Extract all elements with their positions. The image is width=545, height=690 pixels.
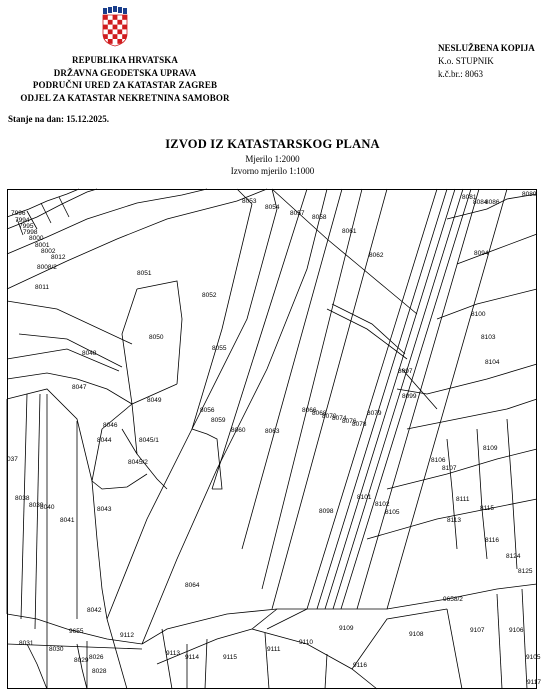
parcel-label: 8064 bbox=[185, 582, 200, 589]
parcel-label: 8026 bbox=[89, 654, 104, 661]
parcel-label: 9117 bbox=[527, 679, 541, 686]
parcel-label: 8040 bbox=[40, 504, 55, 511]
parcel-label: 8070 bbox=[322, 413, 337, 420]
parcel-label: 8116 bbox=[485, 537, 499, 544]
parcel-label: 8086 bbox=[485, 199, 500, 206]
coat-of-arms-icon bbox=[100, 6, 130, 46]
parcel-label: 8081 bbox=[462, 194, 477, 201]
parcel-label: 9114 bbox=[185, 654, 199, 661]
parcel-label: 9109 bbox=[339, 625, 354, 632]
parcel-label: 8052 bbox=[202, 292, 217, 299]
parcel-label: 037 bbox=[7, 456, 18, 463]
state-date: Stanje na dan: 15.12.2025. bbox=[8, 114, 110, 124]
parcel-label: 9112 bbox=[120, 632, 134, 639]
parcel-label: 8097 bbox=[398, 368, 413, 375]
parcel-label: 8041 bbox=[60, 517, 75, 524]
parcel-label: 8107 bbox=[442, 465, 457, 472]
parcel-label: 8062 bbox=[369, 252, 384, 259]
parcel-label: 8047 bbox=[72, 384, 87, 391]
parcel-label: 8099 bbox=[402, 393, 417, 400]
parcel-label: 8063 bbox=[265, 428, 280, 435]
parcel-label: 8050 bbox=[149, 334, 164, 341]
parcel-label: 8113 bbox=[447, 517, 461, 524]
parcel-label: 8102 bbox=[375, 501, 390, 508]
parcel-label: 8048 bbox=[82, 350, 97, 357]
parcel-label: 8056 bbox=[200, 407, 215, 414]
cadastral-municipality: K.o. STUPNIK bbox=[438, 56, 494, 66]
parcel-label: 8059 bbox=[211, 417, 226, 424]
parcel-label: 8124 bbox=[506, 553, 521, 560]
parcel-label: 8109 bbox=[483, 445, 498, 452]
header-line-office: PODRUČNI URED ZA KATASTAR ZAGREB bbox=[32, 80, 218, 90]
parcel-label: 8030 bbox=[49, 646, 64, 653]
parcel-label: 7995 bbox=[19, 223, 34, 230]
parcel-label: 8084 bbox=[473, 199, 488, 206]
parcel-label: 8060 bbox=[231, 427, 246, 434]
parcel-label: 9108 bbox=[409, 631, 424, 638]
parcel-label: 7998 bbox=[23, 229, 38, 236]
parcel-label: 7996 bbox=[11, 210, 26, 217]
parcel-label: 8008/2 bbox=[37, 264, 57, 271]
document-info bbox=[438, 42, 535, 81]
parcel-label: 8061 bbox=[342, 228, 357, 235]
parcel-label: 8125 bbox=[518, 568, 533, 575]
header-line-department: ODJEL ZA KATASTAR NEKRETNINA SAMOBOR bbox=[20, 92, 230, 103]
parcel-label: 8042 bbox=[87, 607, 102, 614]
header-line-agency: DRŽAVNA GEODETSKA UPRAVA bbox=[53, 67, 197, 78]
parcel-label: 8001 bbox=[35, 242, 50, 249]
parcel-label: 8068 bbox=[312, 410, 327, 417]
copy-type: NESLUŽBENA KOPIJA bbox=[438, 43, 535, 53]
parcel-label: 9106 bbox=[509, 627, 524, 634]
parcel-label: 8106 bbox=[431, 457, 446, 464]
parcel-label: 8053 bbox=[242, 198, 257, 205]
parcel-label: 9105 bbox=[526, 654, 541, 661]
parcel-label: 8066 bbox=[302, 407, 317, 414]
parcel-label: 8054 bbox=[265, 204, 280, 211]
parcel-label: 8057 bbox=[290, 210, 305, 217]
map-scale: Mjerilo 1:2000 bbox=[245, 154, 300, 164]
parcel-label: 9107 bbox=[470, 627, 485, 634]
parcel-label: 8104 bbox=[485, 359, 500, 366]
parcel-label: 8094 bbox=[474, 250, 489, 257]
parcel-label: 8046 bbox=[103, 422, 118, 429]
parcel-label: 8101 bbox=[357, 494, 372, 501]
parcel-label: 8115 bbox=[480, 505, 494, 512]
parcel-label: 9111 bbox=[267, 646, 281, 653]
parcel-label: 9658/2 bbox=[443, 596, 463, 603]
parcel-label: 8078 bbox=[352, 421, 367, 428]
parcel-label: 8100 bbox=[471, 311, 486, 318]
parcel-label: 8089 bbox=[522, 191, 537, 198]
parcel-label: 9110 bbox=[299, 639, 313, 646]
parcel-label: 8111 bbox=[456, 496, 470, 503]
parcel-label: 8044 bbox=[97, 437, 112, 444]
document-title: IZVOD IZ KATASTARSKOG PLANA bbox=[165, 137, 380, 151]
parcel-label: 8000 bbox=[29, 235, 44, 242]
parcel-label: 8045/1 bbox=[139, 437, 159, 444]
parcel-label: 8002 bbox=[41, 248, 56, 255]
parcel-label: 8029 bbox=[74, 657, 89, 664]
parcel-label: 8098 bbox=[319, 508, 334, 515]
parcel-label: 9655 bbox=[69, 628, 84, 635]
cadastral-map bbox=[7, 189, 541, 689]
parcel-number: k.č.br.: 8063 bbox=[438, 69, 483, 79]
parcel-label: 8038 bbox=[15, 495, 30, 502]
parcel-label: 8011 bbox=[35, 284, 49, 291]
parcel-label: 8039 bbox=[29, 502, 44, 509]
parcel-label: 8049 bbox=[147, 397, 162, 404]
parcel-label: 9113 bbox=[166, 650, 180, 657]
parcel-label: 8028 bbox=[92, 668, 107, 675]
parcel-label: 8045/2 bbox=[128, 459, 148, 466]
parcel-label: 8079 bbox=[367, 410, 382, 417]
parcel-label: 8043 bbox=[97, 506, 112, 513]
parcel-label: 8105 bbox=[385, 509, 400, 516]
parcel-label: 8012 bbox=[51, 254, 66, 261]
header-line-country: REPUBLIKA HRVATSKA bbox=[72, 55, 178, 65]
parcel-label: 9116 bbox=[353, 662, 367, 669]
parcel-label: 7994 bbox=[15, 217, 30, 224]
institution-header bbox=[8, 54, 242, 104]
parcel-label: 9115 bbox=[223, 654, 237, 661]
original-scale: Izvorno mjerilo 1:1000 bbox=[230, 166, 315, 176]
parcel-label: 8074 bbox=[332, 415, 347, 422]
parcel-label: 8031 bbox=[19, 640, 34, 647]
parcel-label: 8051 bbox=[137, 270, 152, 277]
parcel-label: 8076 bbox=[342, 418, 357, 425]
parcel-label: 8055 bbox=[212, 345, 227, 352]
parcel-label: 8103 bbox=[481, 334, 496, 341]
parcel-label: 8058 bbox=[312, 214, 327, 221]
